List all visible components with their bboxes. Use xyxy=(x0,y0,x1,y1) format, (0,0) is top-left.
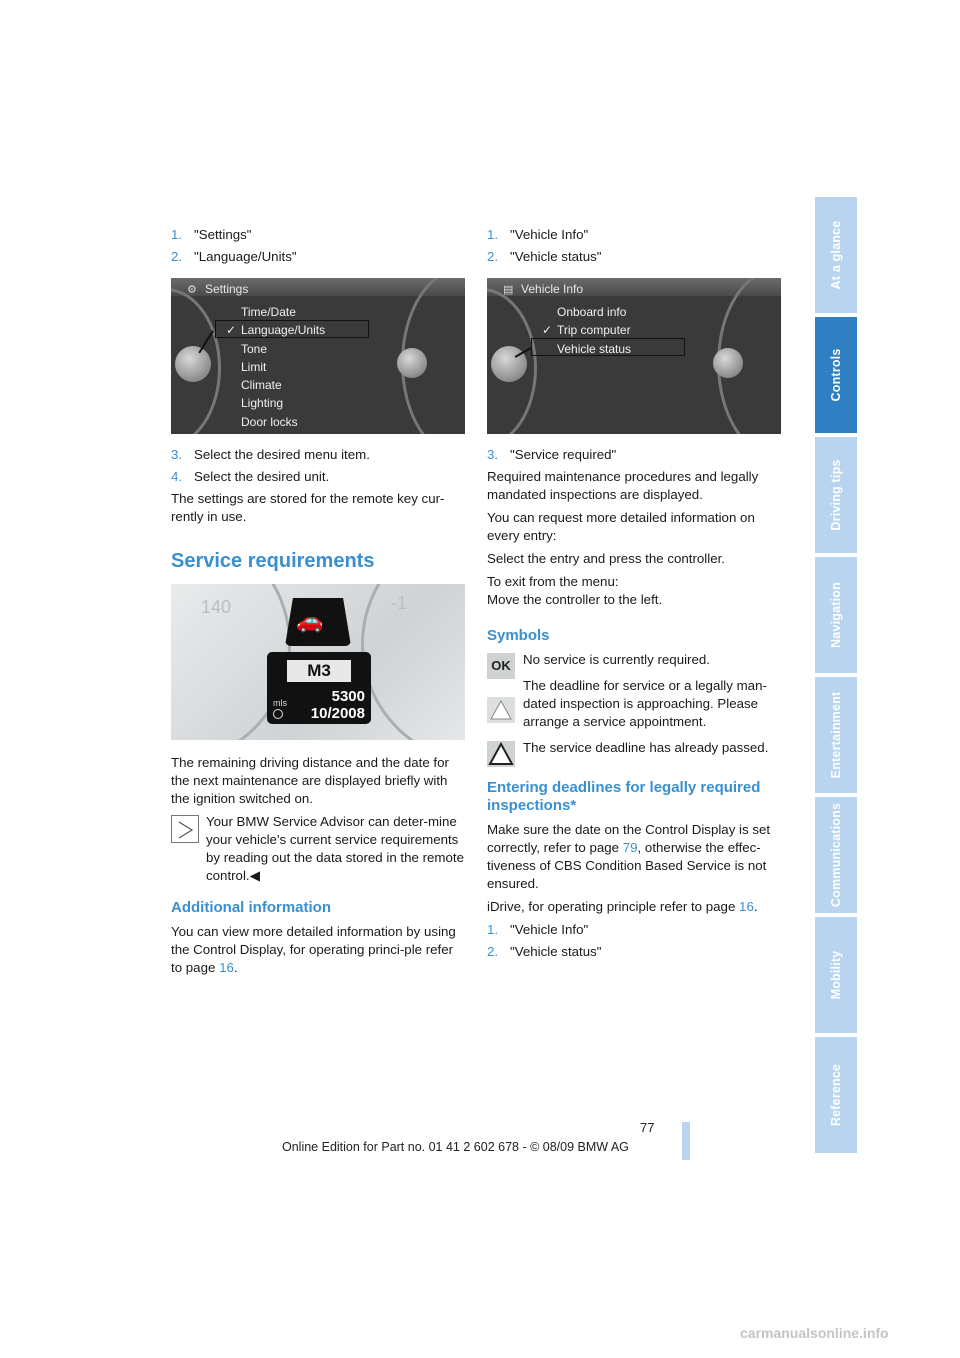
page-link[interactable]: 16 xyxy=(219,960,234,975)
settings-screen-image: ⚙ Settings Time/Date ✓ Language/Units Tone Limit Climate Lighting Door locks xyxy=(171,278,465,434)
tab-entertainment[interactable]: Entertainment xyxy=(815,677,857,793)
note-arrow-icon xyxy=(171,815,199,843)
controller-knob-icon xyxy=(175,346,211,382)
step-item: 3. "Service required" xyxy=(487,447,617,462)
step-item: 2. "Vehicle status" xyxy=(487,249,602,264)
check-icon: ✓ xyxy=(226,323,237,338)
additional-info-title: Additional information xyxy=(171,899,331,916)
tab-driving-tips[interactable]: Driving tips xyxy=(815,437,857,553)
watermark: carmanualsonline.info xyxy=(740,1325,889,1341)
service-display: M3 mls 5300 10/2008 xyxy=(267,652,371,724)
gear-icon: ⚙ xyxy=(187,284,197,296)
step-item: 2. "Vehicle status" xyxy=(487,944,602,959)
symbol-passed-row: The service deadline has already passed. xyxy=(487,739,783,757)
footer-text: Online Edition for Part no. 01 41 2 602 678 - © 08/09 BMW AG xyxy=(282,1140,629,1154)
tab-at-a-glance[interactable]: At a glance xyxy=(815,197,857,313)
right-column: 1. "Vehicle Info" 2. "Vehicle status" ▤ Vehicle Info Onboard info ✓ Trip computer Vehicle status 3. "Service required" Required maintenance procedures and legally mandated inspections are displayed. You can request more detailed information on every entry: Select the entry and press the controller. To exit from the menu: Move the controller to the left. Symbols OK No service is currently required. The deadline for service or a legally man-dated inspection is approaching. Please arrange a service appointment. The service deadline has already passed. Entering deadlines for legally required inspections* Make sure the date on the Control Display is set correctly, refer to page 79, otherwise the effec-tiveness of CBS Condition Based Service is not ensured. iDrive, for operating principle refer to page 16. 1. "Vehicle Info" 2. "Vehicle status" xyxy=(487,226,783,965)
tab-mobility[interactable]: Mobility xyxy=(815,917,857,1033)
step-item: 3. Select the desired menu item. xyxy=(171,447,370,462)
symbols-title: Symbols xyxy=(487,627,550,644)
step-item: 1. "Vehicle Info" xyxy=(487,227,589,242)
tab-controls[interactable]: Controls xyxy=(815,317,857,433)
page-link[interactable]: 16 xyxy=(739,899,754,914)
symbol-approaching-row: The deadline for service or a legally man-dated inspection is approaching. Please arrange a service appointment. xyxy=(487,677,783,731)
tab-reference[interactable]: Reference xyxy=(815,1037,857,1153)
page-marker xyxy=(682,1122,690,1160)
instrument-cluster-image: 140 -1 🚗 M3 mls 5300 10/2008 xyxy=(171,584,465,740)
deadlines-title: Entering deadlines for legally required inspections* xyxy=(487,779,761,814)
left-column xyxy=(171,226,467,982)
vehicle-info-icon: ▤ xyxy=(503,284,514,296)
step-item: 1. "Settings" xyxy=(171,227,252,242)
symbol-ok-row: OK No service is currently required. xyxy=(487,651,783,669)
car-icon: 🚗 xyxy=(296,608,324,633)
tab-navigation[interactable]: Navigation xyxy=(815,557,857,673)
chapter-nav xyxy=(815,197,857,1157)
note-block: Your BMW Service Advisor can deter-mine your vehicle's current service requirements by reading out the data stored in the remote control.◀ xyxy=(171,813,467,885)
warning-triangle-icon xyxy=(487,741,515,767)
additional-info-text: You can view more detailed information by using the Control Display, for operating princi-ple refer to page 16. xyxy=(171,924,456,975)
deadlines-text: Make sure the date on the Control Display is set correctly, refer to page 79, otherwise the effec-tiveness of CBS Condition Based Service is not ensured. xyxy=(487,822,771,891)
vehicle-info-screen-image: ▤ Vehicle Info Onboard info ✓ Trip computer Vehicle status xyxy=(487,278,781,434)
service-icon xyxy=(273,709,283,719)
warning-triangle-light-icon xyxy=(487,697,515,723)
page-number: 77 xyxy=(640,1120,655,1135)
remaining-text: The remaining driving distance and the date for the next maintenance are displayed briefly with the ignition switched on. xyxy=(171,755,449,806)
ok-icon: OK xyxy=(487,653,515,679)
step-item: 1. "Vehicle Info" xyxy=(487,922,589,937)
highlight-box xyxy=(531,338,685,356)
stored-text: The settings are stored for the remote key cur-rently in use. xyxy=(171,491,445,524)
highlight-box xyxy=(215,320,369,338)
tab-communications[interactable]: Communications xyxy=(815,797,857,913)
idrive-text: iDrive, for operating principle refer to page 16. xyxy=(487,899,758,914)
step-item: 2. "Language/Units" xyxy=(171,249,297,264)
section-title: Service requirements xyxy=(171,550,375,572)
step-item: 4. Select the desired unit. xyxy=(171,469,330,484)
page-link[interactable]: 79 xyxy=(622,840,638,855)
check-icon: ✓ xyxy=(542,323,553,338)
